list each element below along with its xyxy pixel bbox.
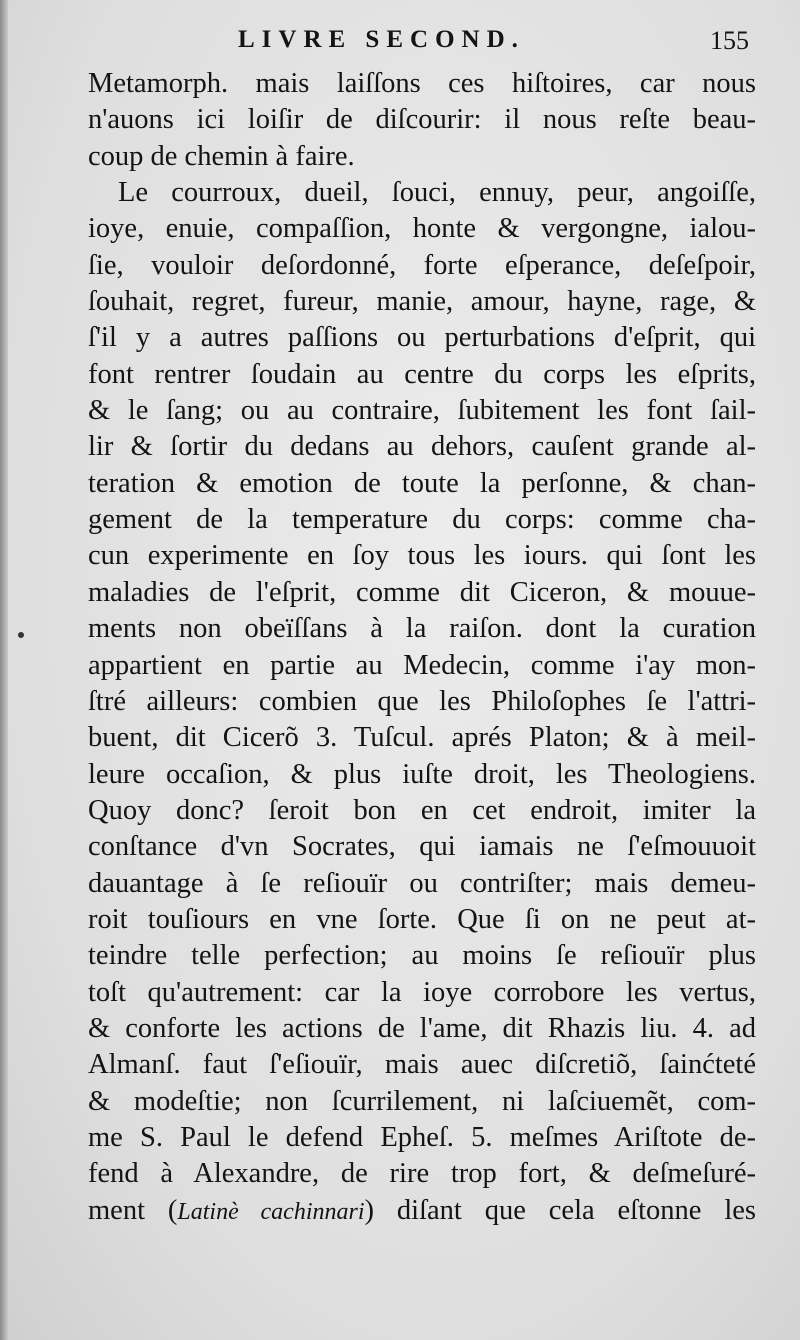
text-line: ioye, enuie, compaſſion, honte & vergongne, ialou- (88, 213, 756, 245)
text-line: dauantage à ſe reſiouïr ou contriſter; mais demeu- (88, 867, 756, 899)
text-line: Metamorph. mais laiſſons ces hiſtoires, car nous (88, 68, 756, 99)
text-line: maladies de l'eſprit, comme dit Ciceron, & mouue- (88, 576, 756, 608)
text-line: Le courroux, dueil, ſouci, ennuy, peur, angoiſſe, (118, 177, 756, 209)
text-line: conſtance d'vn Socrates, qui iamais ne ſ'eſmouuoit (88, 831, 756, 863)
text-line: ſ'il y a autres paſſions ou perturbations d'eſprit, qui (88, 322, 756, 354)
text-line: ſtré ailleurs: combien que les Philoſophes ſe l'attri- (88, 685, 756, 717)
text-line: & le ſang; ou au contraire, ſubitement les font ſail- (88, 395, 756, 427)
text-line: coup de chemin à faire. (88, 140, 355, 172)
margin-dot-mark (18, 632, 24, 638)
line-text-before: ment ( (88, 1194, 178, 1226)
text-line: cun experimente en ſoy tous les iours. qui ſont les (88, 540, 756, 572)
text-line: toſt qu'autrement: car la ioye corrobore les vertus, (88, 976, 756, 1008)
text-line: & modeſtie; non ſcurrilement, ni laſciuemẽt, com- (88, 1085, 756, 1117)
text-line: gement de la temperature du corps: comme cha- (88, 504, 756, 536)
text-line: roit touſiours en vne ſorte. Que ſi on ne peut at- (88, 903, 756, 935)
text-line-with-italic (88, 1193, 756, 1229)
line-text-after: ) diſant que cela eſtonne les (364, 1194, 756, 1226)
text-line: ments non obeïſſans à la raiſon. dont la curation (88, 613, 756, 645)
text-line: & conforte les actions de l'ame, dit Rhazis liu. 4. ad (88, 1012, 756, 1044)
page-number: 155 (710, 26, 749, 55)
text-line: leure occaſion, & plus iuſte droit, les Theologiens. (88, 758, 756, 790)
text-line: fend à Alexandre, de rire trop fort, & deſmeſuré- (88, 1158, 756, 1190)
binding-gutter (0, 0, 8, 1340)
text-line: font rentrer ſoudain au centre du corps les eſprits, (88, 358, 756, 390)
text-body (88, 66, 756, 1229)
text-line: me S. Paul le defend Epheſ. 5. meſmes Ariſtote de- (88, 1121, 756, 1153)
running-head-title: LIVRE SECOND. (238, 26, 525, 53)
text-line: n'auons ici loiſir de diſcourir: il nous reſte beau- (88, 104, 756, 136)
text-line: ſie, vouloir deſordonné, forte eſperance, deſeſpoir, (88, 249, 756, 281)
text-line: Quoy donc? ſeroit bon en cet endroit, imiter la (88, 794, 756, 826)
running-head (0, 26, 800, 60)
text-line: teindre telle perfection; au moins ſe reſiouïr plus (88, 940, 756, 972)
text-line: buent, dit Cicerõ 3. Tuſcul. aprés Platon; & à meil- (88, 722, 756, 754)
text-line: lir & ſortir du dedans au dehors, cauſent grande al- (88, 431, 756, 463)
text-line: appartient en partie au Medecin, comme i'ay mon- (88, 649, 756, 681)
text-line: teration & emotion de toute la perſonne, & chan- (88, 467, 756, 499)
italic-latin-phrase: Latinè cachinnari (177, 1198, 365, 1225)
text-line: ſouhait, regret, fureur, manie, amour, hayne, rage, & (88, 286, 756, 318)
text-line: Almanſ. faut ſ'eſiouïr, mais auec diſcretiõ, ſainćteté (88, 1049, 756, 1081)
